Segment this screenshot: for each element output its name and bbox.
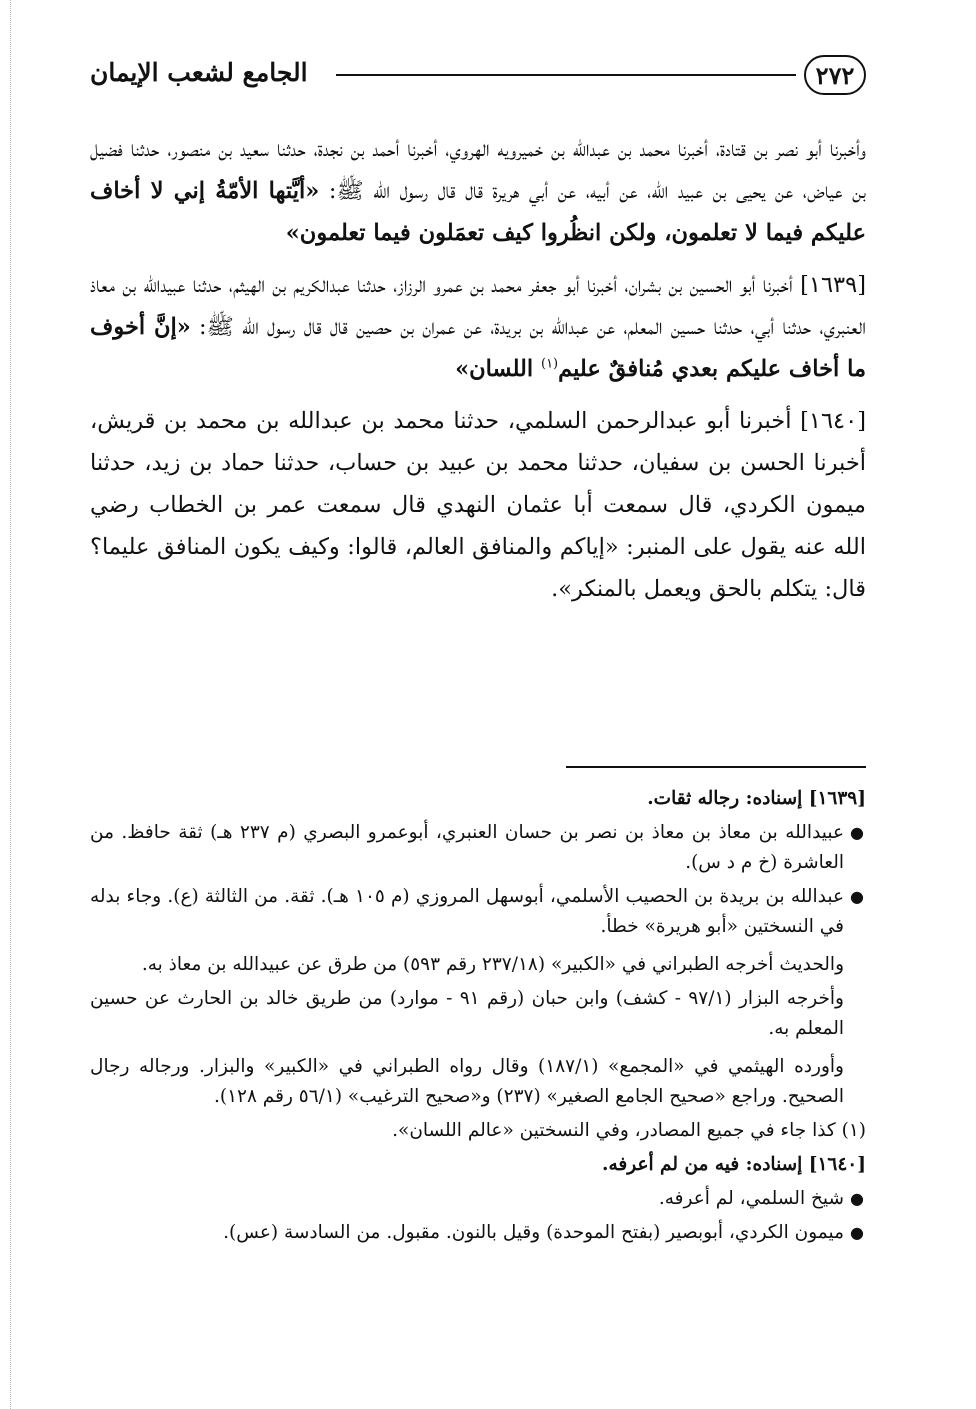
hadith-quote: «إنَّ أخوف ما أخاف عليكم بعدي مُنافقٌ عليم [90,314,866,382]
hadith-quote: «أيَّتها الأمّةُ إني لا أخاف عليكم فيما لا تعلمون، ولكن انظُروا كيف تعمَلون فيما تعلمون» [90,178,866,246]
paragraph-1639 [90,264,866,390]
paragraph-1639-intro: أخبرنا أبو الحسين بن بشران، أخبرنا أبو جعفر محمد بن عمرو الرزاز، حدثنا عبدالكريم بن الهيثم، حدثنا عبيدالله بن معاذ العنبري، حدثنا أبي، حدثنا حسين المعلم، عن عبدالله بن بريدة، عن عمران بن حصين قال قال رسول الله ﷺ: [90,272,867,340]
note-bullet [90,882,866,942]
note-bullet [90,1218,866,1248]
paragraph-1 [90,128,866,254]
footnote-separator [566,766,866,768]
main-text [90,128,866,620]
note-text: والحديث أخرجه الطبراني في «الكبير» (٢٣٧/١٨ رقم ٥٩٣) من طرق عن عبيدالله بن معاذ به. [141,954,844,975]
note-1639-heading: [١٦٣٩] إسناده: رجاله ثقات. [647,788,866,809]
bullet-icon: ● [850,887,864,906]
page-header [90,55,866,101]
note-1640-heading: [١٦٤٠] إسناده: فيه من لم أعرفه. [602,1154,866,1175]
bullet-icon: ● [850,1189,864,1208]
note-bullet-text: عبيدالله بن معاذ بن معاذ بن نصر بن حسان العنبري، أبوعمرو البصري (م ٢٣٧ هـ) ثقة حافظ. من العاشرة (خ م د س). [90,822,844,873]
hadith-quote-end: اللسان» [455,356,541,382]
note-bullet-text: عبدالله بن بريدة بن الحصيب الأسلمي، أبوسهل المروزي (م ١٠٥ هـ). ثقة. من الثالثة (ع). وجاء بدله في النسختين «أبو هريرة» خطأ. [90,886,844,937]
hadith-number: [١٦٣٩] [800,272,866,298]
header-rule [336,74,796,76]
note-text: وأورده الهيثمي في «المجمع» (١٨٧/١) وقال رواه الطبراني في «الكبير» والبزار. ورجاله رجال الصحيح. وراجع «صحيح الجامع الصغير» (٢٣٧) و«صحيح الترغيب» (٥٦/١ رقم ١٢٨). [90,1056,844,1107]
note-bullet-text: شيخ السلمي، لم أعرفه. [658,1188,844,1209]
footnote-1: (١) كذا جاء في جميع المصادر، وفي النسختين «عالم اللسان». [392,1120,866,1141]
paragraph-1640 [90,400,866,610]
paragraph-1640-text: أخبرنا أبو عبدالرحمن السلمي، حدثنا محمد بن عبدالله بن محمد بن قريش، أخبرنا الحسن بن سفيان، حدثنا محمد بن عبيد بن حساب، حدثنا حماد بن زيد، حدثنا ميمون الكردي، قال سمعت أبا عثمان النهدي قال سمعت عمر بن الخطاب رضي الله عنه يقول على المنبر: «إياكم والمنافق العالم، قالوا: وكيف يكون المنافق عليما؟ قال: يتكلم بالحق ويعمل بالمنكر». [90,408,866,602]
note-bullet [90,1184,866,1214]
page-number-badge [804,55,866,95]
paragraph-1-intro: وأخبرنا أبو نصر بن قتادة، أخبرنا محمد بن عبدالله بن خميرويه الهروي، أخبرنا أحمد بن نجدة، حدثنا سعيد بن منصور، حدثنا فضيل بن عياض، عن يحيى بن عبيد الله، عن أبيه، عن أبي هريرة قال قال رسول الله ﷺ: [90,136,867,204]
hadith-number: [١٦٤٠] [800,408,867,434]
footnotes [90,784,866,1252]
page-number: ٢٧٢ [815,60,855,90]
book-title: الجامع لشعب الإيمان [90,58,308,87]
page-edge-divider [10,0,11,1409]
note-text: وأخرجه البزار (٩٧/١ - كشف) وابن حبان (رقم ٩١ - موارد) من طريق خالد بن الحارث عن حسين المعلم به. [90,988,844,1039]
bullet-icon: ● [850,1223,864,1242]
note-bullet [90,818,866,878]
bullet-icon: ● [850,823,864,842]
note-bullet-text: ميمون الكردي، أبوبصير (بفتح الموحدة) وقيل بالنون. مقبول. من السادسة (عس). [223,1222,844,1243]
footnote-marker: (١) [540,356,559,372]
